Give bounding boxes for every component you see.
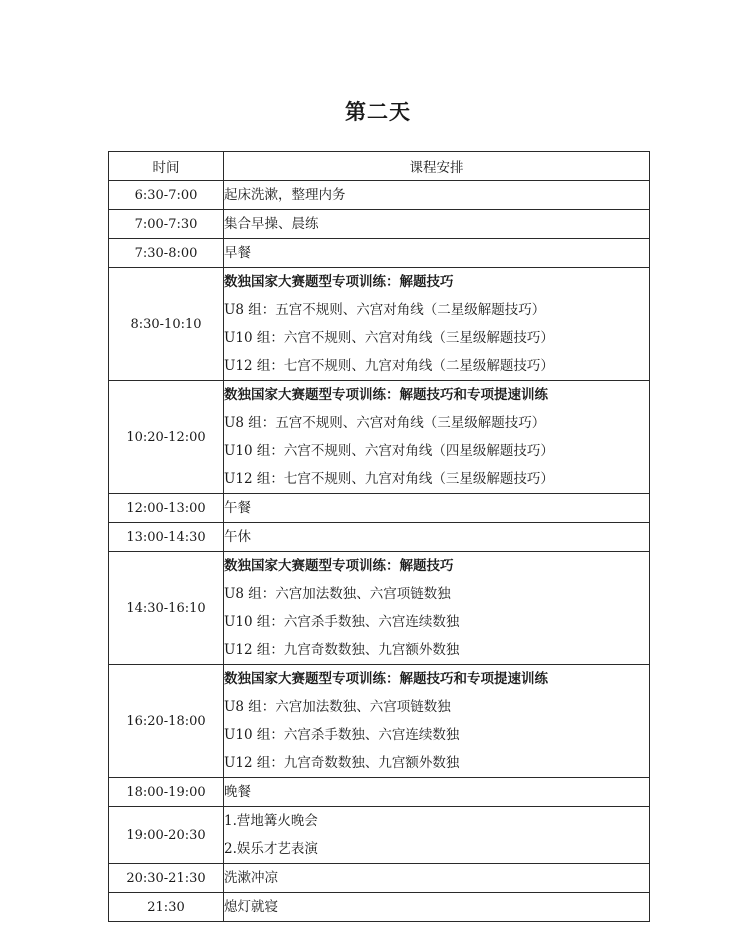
plan-line: 1.营地篝火晚会 bbox=[224, 813, 318, 829]
time-cell: 19:00-20:30 bbox=[109, 807, 224, 864]
plan-line: U10 组：六宫不规则、六宫对角线（四星级解题技巧） bbox=[224, 443, 554, 459]
time-cell: 6:30-7:00 bbox=[109, 181, 224, 210]
table-row bbox=[109, 807, 650, 864]
plan-line: U8 组：五宫不规则、六宫对角线（三星级解题技巧） bbox=[224, 415, 546, 431]
plan-line: U12 组：七宫不规则、九宫对角线（二星级解题技巧） bbox=[224, 358, 554, 374]
plan-line: 2.娱乐才艺表演 bbox=[224, 841, 318, 857]
plan-line: 午休 bbox=[224, 529, 251, 545]
session-heading: 数独国家大赛题型专项训练：解题技巧和专项提速训练 bbox=[224, 387, 548, 403]
plan-cell bbox=[224, 181, 650, 210]
plan-line: 起床洗漱，整理内务 bbox=[224, 187, 346, 203]
table-row bbox=[109, 268, 650, 381]
plan-cell bbox=[224, 552, 650, 665]
time-cell: 13:00-14:30 bbox=[109, 523, 224, 552]
plan-cell bbox=[224, 239, 650, 268]
plan-cell bbox=[224, 778, 650, 807]
header-row bbox=[109, 152, 650, 181]
table-row bbox=[109, 778, 650, 807]
plan-cell bbox=[224, 210, 650, 239]
schedule-table bbox=[108, 151, 650, 922]
plan-line: U12 组：七宫不规则、九宫对角线（三星级解题技巧） bbox=[224, 471, 554, 487]
table-row bbox=[109, 181, 650, 210]
session-heading: 数独国家大赛题型专项训练：解题技巧 bbox=[224, 558, 454, 574]
plan-line: 早餐 bbox=[224, 245, 251, 261]
plan-cell bbox=[224, 864, 650, 893]
plan-line: U10 组：六宫杀手数独、六宫连续数独 bbox=[224, 727, 460, 743]
plan-cell bbox=[224, 523, 650, 552]
plan-cell bbox=[224, 381, 650, 494]
time-cell: 21:30 bbox=[109, 893, 224, 922]
time-cell: 18:00-19:00 bbox=[109, 778, 224, 807]
time-cell: 20:30-21:30 bbox=[109, 864, 224, 893]
session-heading: 数独国家大赛题型专项训练：解题技巧和专项提速训练 bbox=[224, 671, 548, 687]
table-row bbox=[109, 893, 650, 922]
plan-line: U8 组：六宫加法数独、六宫项链数独 bbox=[224, 699, 451, 715]
plan-column-header: 课程安排 bbox=[224, 152, 650, 181]
plan-line: U10 组：六宫杀手数独、六宫连续数独 bbox=[224, 614, 460, 630]
plan-line: U8 组：六宫加法数独、六宫项链数独 bbox=[224, 586, 451, 602]
session-heading: 数独国家大赛题型专项训练：解题技巧 bbox=[224, 274, 454, 290]
time-cell: 12:00-13:00 bbox=[109, 494, 224, 523]
plan-line: U12 组：九宫奇数数独、九宫额外数独 bbox=[224, 642, 460, 658]
plan-line: U8 组：五宫不规则、六宫对角线（二星级解题技巧） bbox=[224, 302, 546, 318]
time-cell: 7:00-7:30 bbox=[109, 210, 224, 239]
table-row bbox=[109, 864, 650, 893]
time-column-header: 时间 bbox=[109, 152, 224, 181]
plan-line: 洗漱冲凉 bbox=[224, 870, 278, 886]
time-cell: 7:30-8:00 bbox=[109, 239, 224, 268]
table-row bbox=[109, 239, 650, 268]
time-cell: 8:30-10:10 bbox=[109, 268, 224, 381]
plan-line: U12 组：九宫奇数数独、九宫额外数独 bbox=[224, 755, 460, 771]
plan-line: 熄灯就寝 bbox=[224, 899, 278, 915]
plan-cell bbox=[224, 268, 650, 381]
table-row bbox=[109, 665, 650, 778]
table-row bbox=[109, 381, 650, 494]
plan-line: 集合早操、晨练 bbox=[224, 216, 319, 232]
plan-cell bbox=[224, 494, 650, 523]
plan-cell bbox=[224, 893, 650, 922]
plan-cell bbox=[224, 665, 650, 778]
table-row bbox=[109, 523, 650, 552]
plan-line: U10 组：六宫不规则、六宫对角线（三星级解题技巧） bbox=[224, 330, 554, 346]
plan-cell bbox=[224, 807, 650, 864]
page-title: 第二天 bbox=[345, 100, 411, 124]
table-row bbox=[109, 552, 650, 665]
time-cell: 10:20-12:00 bbox=[109, 381, 224, 494]
time-cell: 14:30-16:10 bbox=[109, 552, 224, 665]
schedule-body bbox=[109, 181, 650, 922]
time-cell: 16:20-18:00 bbox=[109, 665, 224, 778]
plan-line: 晚餐 bbox=[224, 784, 251, 800]
table-row bbox=[109, 210, 650, 239]
plan-line: 午餐 bbox=[224, 500, 251, 516]
table-row bbox=[109, 494, 650, 523]
